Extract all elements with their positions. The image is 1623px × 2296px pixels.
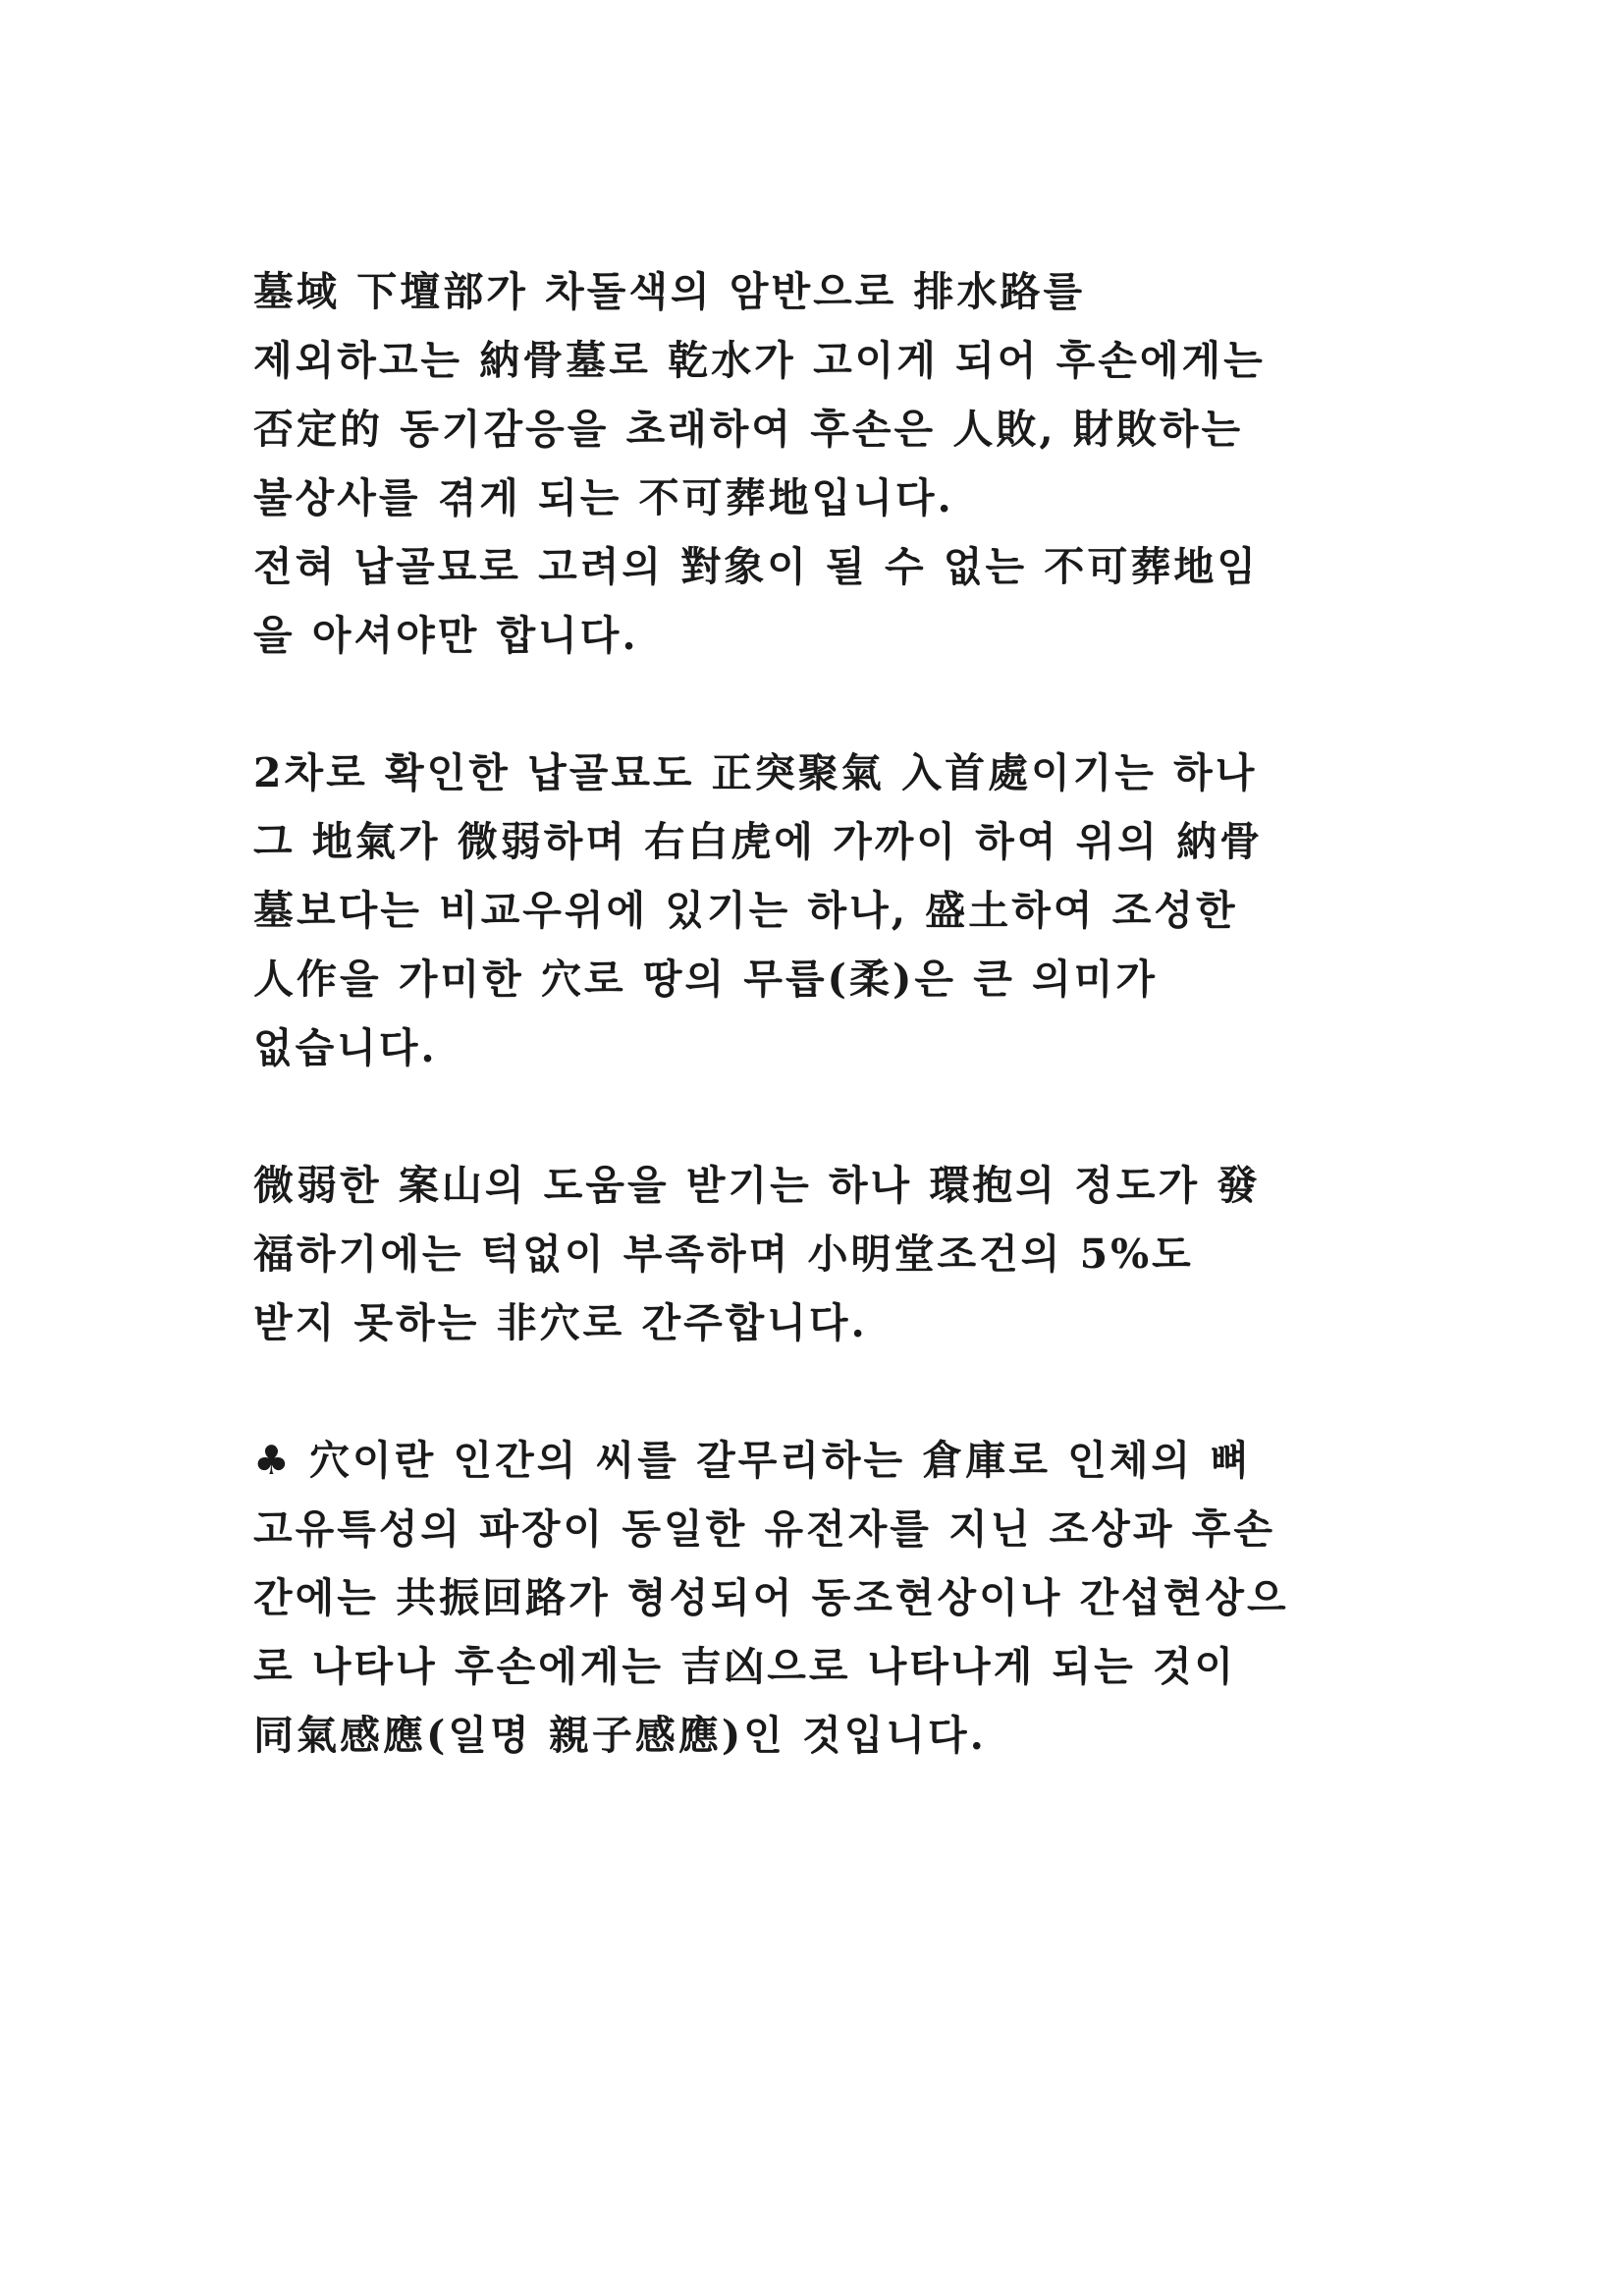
paragraph-2 <box>253 738 1432 1082</box>
text-line: 2차로 확인한 납골묘도 正突聚氣 入首處이기는 하나 <box>253 749 1258 796</box>
text-line: 받지 못하는 非穴로 간주합니다. <box>253 1299 868 1346</box>
document-body <box>253 257 1432 1838</box>
text-line: 人作을 가미한 穴로 땅의 무릅(柔)은 큰 의미가 <box>253 956 1158 1003</box>
text-line: 同氣感應(일명 親子感應)인 것입니다. <box>253 1712 987 1759</box>
text-line: 否定的 동기감응을 초래하여 후손은 人敗, 財敗하는 <box>253 406 1244 453</box>
text-line: 福하기에는 턱없이 부족하며 小明堂조건의 5%도 <box>253 1230 1194 1278</box>
text-line: 제외하고는 納骨墓로 乾水가 고이게 되어 후손에게는 <box>253 337 1266 384</box>
text-line: 불상사를 겪게 되는 不可葬地입니다. <box>253 474 954 521</box>
text-line: 微弱한 案山의 도움을 받기는 하나 環抱의 정도가 發 <box>253 1162 1261 1209</box>
paragraph-1 <box>253 257 1432 670</box>
text-line: 墓域 下壇部가 차돌색의 암반으로 排水路를 <box>253 268 1086 315</box>
text-line: 간에는 共振回路가 형성되어 동조현상이나 간섭현상으 <box>253 1574 1289 1621</box>
text-line: 을 아셔야만 합니다. <box>253 612 639 659</box>
text-line: 그 地氣가 微弱하며 右白虎에 가까이 하여 위의 納骨 <box>253 818 1264 865</box>
text-line: 고유특성의 파장이 동일한 유전자를 지닌 조상과 후손 <box>253 1505 1275 1553</box>
text-line: 전혀 납골묘로 고려의 對象이 될 수 없는 不可葬地임 <box>253 543 1260 590</box>
text-line: 없습니다. <box>253 1024 438 1071</box>
text-line <box>253 1426 1432 1495</box>
text-line: 로 나타나 후손에게는 吉凶으로 나타나게 되는 것이 <box>253 1643 1237 1690</box>
text-line-content: 穴이란 인간의 씨를 갈무리하는 倉庫로 인체의 뼈 <box>292 1437 1252 1484</box>
club-suit-icon: ♣ <box>253 1437 293 1484</box>
paragraph-3 <box>253 1151 1432 1357</box>
paragraph-4 <box>253 1426 1432 1770</box>
text-line: 墓보다는 비교우위에 있기는 하나, 盛土하여 조성한 <box>253 887 1238 934</box>
